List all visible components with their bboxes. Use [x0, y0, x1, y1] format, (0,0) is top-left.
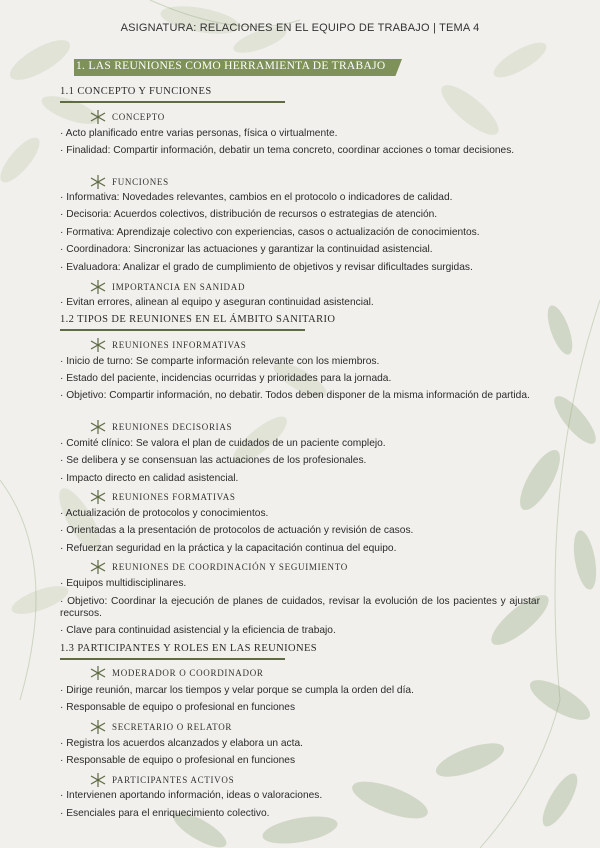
list-item: · Equipos multidisciplinares. — [60, 578, 187, 589]
subsection-underline — [60, 658, 285, 660]
list-item: · Esenciales para el enriquecimiento colectivo. — [60, 808, 270, 819]
leaf-star-icon — [90, 280, 106, 294]
group-title: IMPORTANCIA EN SANIDAD — [90, 280, 245, 294]
group-title: MODERADOR O COORDINADOR — [90, 666, 264, 680]
list-item: · Intervienen aportando información, ideas o valoraciones. — [60, 790, 323, 801]
group-title: REUNIONES FORMATIVAS — [90, 490, 236, 504]
subsection-title: 1.3 PARTICIPANTES Y ROLES EN LAS REUNIONES — [60, 643, 318, 654]
group-title: SECRETARIO O RELATOR — [90, 720, 232, 734]
leaf-star-icon — [90, 175, 106, 189]
page-header: ASIGNATURA: RELACIONES EN EL EQUIPO DE TRABAJO | TEMA 4 — [120, 22, 480, 34]
list-item: · Evitan errores, alinean al equipo y aseguran continuidad asistencial. — [60, 297, 374, 308]
subsection-underline — [60, 329, 305, 331]
leaf-star-icon — [90, 338, 106, 352]
section-title: 1. LAS REUNIONES COMO HERRAMIENTA DE TRABAJO — [76, 60, 386, 72]
list-item: · Inicio de turno: Se comparte información relevante con los miembros. — [60, 356, 380, 367]
group-title: REUNIONES DECISORIAS — [90, 420, 232, 434]
list-item: · Evaluadora: Analizar el grado de cumplimiento de objetivos y revisar dificultades surgidas. — [60, 262, 473, 273]
list-item: · Acto planificado entre varias personas, física o virtualmente. — [60, 128, 338, 139]
group-title: PARTICIPANTES ACTIVOS — [90, 773, 234, 787]
list-item: · Objetivo: Compartir información, no debatir. Todos deben disponer de la misma información de partida. — [60, 390, 530, 401]
leaf-star-icon — [90, 560, 106, 574]
list-item: · Actualización de protocolos y conocimientos. — [60, 508, 269, 519]
list-item: · Decisoria: Acuerdos colectivos, distribución de recursos o estrategias de atención. — [60, 209, 438, 220]
list-item: · Se delibera y se consensuan las actuaciones de los profesionales. — [60, 455, 367, 466]
list-item: · Dirige reunión, marcar los tiempos y velar porque se cumpla la orden del día. — [60, 685, 414, 696]
list-item: · Comité clínico: Se valora el plan de cuidados de un paciente complejo. — [60, 438, 386, 449]
list-item: · Orientadas a la presentación de protocolos de actuación y revisión de casos. — [60, 525, 414, 536]
list-item: · Formativa: Aprendizaje colectivo con experiencias, casos o actualización de conocimientos. — [60, 227, 480, 238]
group-title: REUNIONES INFORMATIVAS — [90, 338, 247, 352]
list-item: · Informativa: Novedades relevantes, cambios en el protocolo o indicadores de calidad. — [60, 192, 453, 203]
group-title: FUNCIONES — [90, 175, 169, 189]
group-title: CONCEPTO — [90, 110, 165, 124]
leaf-star-icon — [90, 420, 106, 434]
list-item: · Finalidad: Compartir información, debatir un tema concreto, coordinar acciones o tomar decisiones. — [60, 145, 515, 156]
list-item: · Responsable de equipo o profesional en funciones — [60, 755, 296, 766]
list-item: · Estado del paciente, incidencias ocurridas y prioridades para la jornada. — [60, 373, 392, 384]
leaf-star-icon — [90, 720, 106, 734]
list-item: · Registra los acuerdos alcanzados y elabora un acta. — [60, 738, 303, 749]
list-item: · Coordinadora: Sincronizar las actuaciones y garantizar la continuidad asistencial. — [60, 244, 433, 255]
subsection-title: 1.2 TIPOS DE REUNIONES EN EL ÁMBITO SANITARIO — [60, 314, 336, 325]
list-item: · Objetivo: Coordinar la ejecución de planes de cuidados, revisar la evolución de los pacientes y ajustar recursos. — [60, 596, 540, 619]
list-item: · Clave para continuidad asistencial y la eficiencia de trabajo. — [60, 625, 336, 636]
leaf-star-icon — [90, 110, 106, 124]
subsection-title: 1.1 CONCEPTO Y FUNCIONES — [60, 86, 212, 97]
leaf-star-icon — [90, 666, 106, 680]
leaf-star-icon — [90, 490, 106, 504]
subsection-underline — [60, 101, 285, 103]
list-item: · Responsable de equipo o profesional en funciones — [60, 702, 296, 713]
group-title: REUNIONES DE COORDINACIÓN Y SEGUIMIENTO — [90, 560, 348, 574]
list-item: · Impacto directo en calidad asistencial. — [60, 473, 239, 484]
list-item: · Refuerzan seguridad en la práctica y la capacitación continua del equipo. — [60, 543, 397, 554]
leaf-star-icon — [90, 773, 106, 787]
